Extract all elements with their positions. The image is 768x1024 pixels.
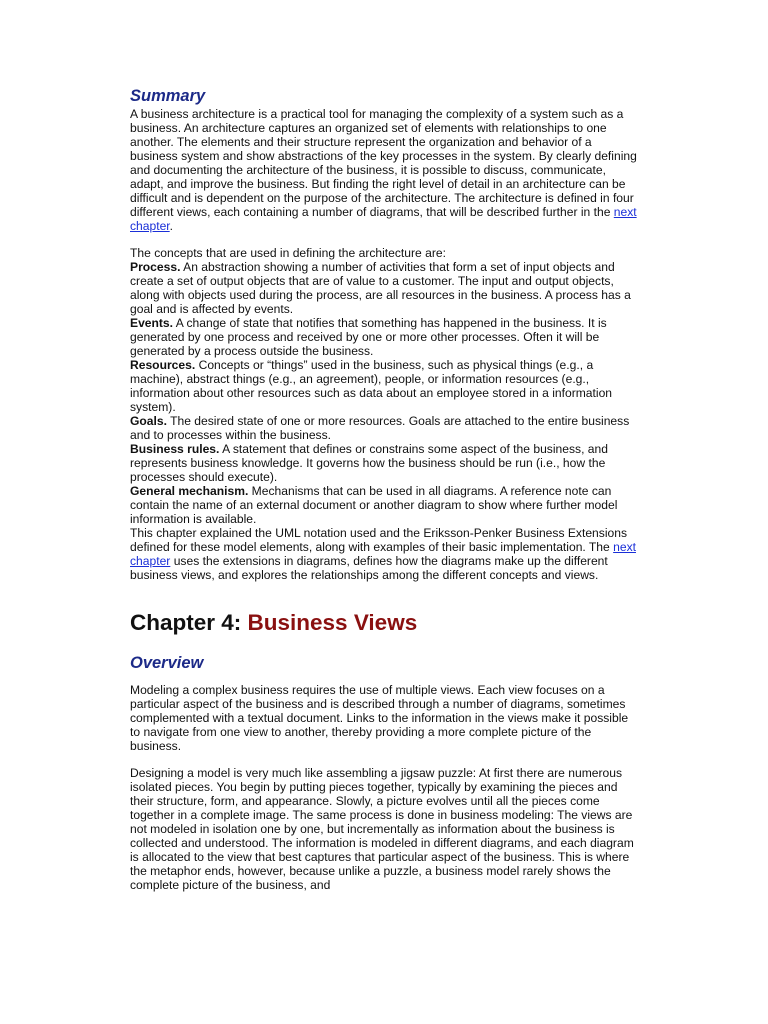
concept-term: Process.: [130, 260, 181, 274]
overview-paragraph-2: Designing a model is very much like assembling a jigsaw puzzle: At first there are numerous isolated pieces. You begin by putting pieces together, typically by examining the pieces and their structure, form, and appearance. Slowly, a picture evolves until all the pieces come together in a complete image. The same process is done in business modeling: The views are not modeled in isolation one by one, but incrementally as information about the business is collected and understood. The information is modeled in different diagrams, and each diagram is allocated to the view that best captures that particular aspect of the business. This is where the metaphor ends, however, because unlike a puzzle, a business model rarely shows the complete picture of the business, and: [130, 766, 634, 892]
concepts-intro: The concepts that are used in defining the architecture are:: [130, 246, 446, 260]
concept-events: [130, 316, 638, 358]
summary-paragraph-end: .: [169, 219, 174, 233]
concept-general-mechanism: [130, 484, 638, 526]
concept-text: Concepts or “things” used in the business, such as physical things (e.g., a machine), abstract things (e.g., an agreement), people, or information resources (e.g., information about other resources such as data about an employee stored in a information system).: [130, 358, 613, 414]
overview-paragraph-1: Modeling a complex business requires the use of multiple views. Each view focuses on a particular aspect of the business and is described through a number of diagrams, sometimes complemented with a textual document. Links to the information in the views make it possible to navigate from one view to another, thereby providing a more complete picture of the business.: [130, 683, 629, 753]
concept-text: Mechanisms that can be used in all diagrams. A reference note can contain the name of an external document or another diagram to show where further model information is available.: [130, 484, 618, 526]
spacer: [130, 233, 638, 246]
concept-resources: [130, 358, 638, 414]
spacer: [130, 753, 638, 766]
closing-text-end: uses the extensions in diagrams, defines how the diagrams make up the different business views, and explores the relationships among the different concepts and views.: [130, 554, 608, 582]
closing-text: This chapter explained the UML notation used and the Eriksson-Penker Business Extensions defined for these model elements, along with examples of their basic implementation. The: [130, 526, 628, 554]
concept-term: Goals.: [130, 414, 167, 428]
chapter-prefix: Chapter 4:: [130, 610, 248, 635]
next-chapter-link-2[interactable]: next chapter: [130, 540, 636, 568]
closing-paragraph: [130, 526, 638, 582]
summary-heading: Summary: [130, 87, 206, 105]
concept-process: [130, 260, 638, 316]
concept-term: Business rules.: [130, 442, 220, 456]
concept-term: Events.: [130, 316, 174, 330]
summary-paragraph-text: A business architecture is a practical tool for managing the complexity of a system such as a business. An architecture captures an organized set of elements with relationships to one another. The elements and their structure represent the organization and behavior of a business system and show abstractions of the key processes in the system. By clearly defining and documenting the architecture of the business, it is possible to discuss, communicate, adapt, and improve the business. But finding the right level of detail in an architecture can be difficult and is dependent on the purpose of the architecture. The architecture is defined in four different views, each containing a number of diagrams, that will be described further in the: [130, 107, 637, 219]
concept-text: A change of state that notifies that something has happened in the business. It is generated by one process and received by one or more other processes. Often it will be generated by a process outside the business.: [130, 316, 607, 358]
next-chapter-link[interactable]: next chapter: [130, 205, 637, 233]
concept-term: Resources.: [130, 358, 196, 372]
chapter-title: [130, 609, 638, 637]
overview-heading: Overview: [130, 654, 204, 672]
summary-paragraph: [130, 107, 638, 233]
concept-goals: [130, 414, 638, 442]
concept-text: The desired state of one or more resources. Goals are attached to the entire business and to processes within the business.: [130, 414, 630, 442]
concept-text: An abstraction showing a number of activities that form a set of input objects and create a set of output objects that are of value to a customer. The input and output objects, along with objects used during the process, are all resources in the business. A process has a goal and is affected by events.: [130, 260, 631, 316]
concept-business-rules: [130, 442, 638, 484]
document-page: [130, 86, 638, 892]
concept-term: General mechanism.: [130, 484, 249, 498]
concept-text: A statement that defines or constrains some aspect of the business, and represents business knowledge. It governs how the business should be run (i.e., how the processes should execute).: [130, 442, 608, 484]
chapter-name: Business Views: [247, 610, 418, 635]
